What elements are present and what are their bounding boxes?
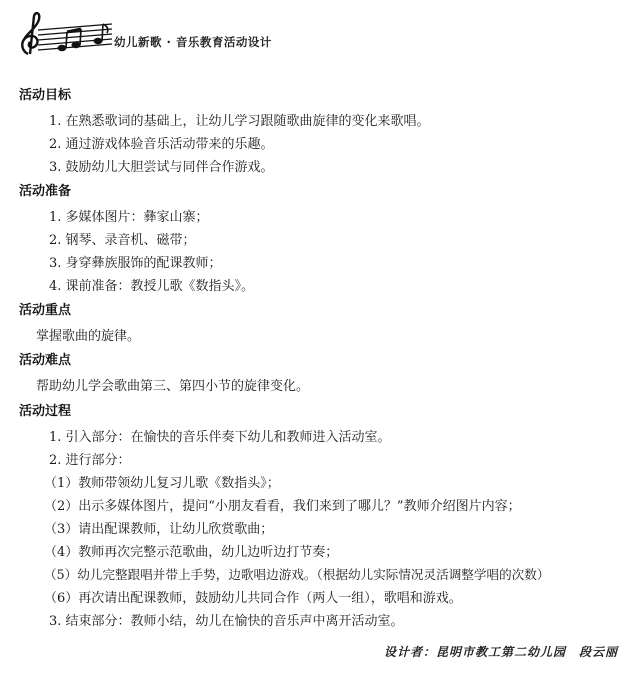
prep-item: 1. 多媒体图片：彝家山寨； — [49, 210, 209, 225]
header-title: 幼儿新歌 · 音乐教育活动设计 — [114, 35, 272, 49]
prep-item: 3. 身穿彝族服饰的配课教师； — [49, 256, 222, 271]
goal-item: 1. 在熟悉歌词的基础上，让幼儿学习跟随歌曲旋律的变化来歌唱。 — [49, 114, 430, 129]
section-title-goals: 活动目标 — [19, 88, 72, 103]
prep-item: 2. 钢琴、录音机、磁带； — [49, 233, 196, 248]
difficulty-text: 帮助幼儿学会歌曲第三、第四小节的旋律变化。 — [36, 379, 310, 394]
process-subitem: （6）再次请出配课教师，鼓励幼儿共同合作（两人一组），歌唱和游戏。 — [44, 591, 462, 606]
process-subitem: （1）教师带领幼儿复习儿歌《数指头》； — [44, 476, 280, 491]
designer-credit: 设计者：昆明市教工第二幼儿园 段云丽 — [383, 645, 618, 659]
goal-item: 3. 鼓励幼儿大胆尝试与同伴合作游戏。 — [49, 160, 274, 175]
process-item: 1. 引入部分：在愉快的音乐伴奏下幼儿和教师进入活动室。 — [49, 430, 391, 445]
section-title-difficulty: 活动难点 — [19, 353, 72, 368]
section-title-prep: 活动准备 — [19, 184, 72, 199]
focus-text: 掌握歌曲的旋律。 — [36, 329, 141, 344]
page-header — [14, 10, 314, 60]
section-title-focus: 活动重点 — [19, 303, 72, 318]
process-subitem: （3）请出配课教师，让幼儿欣赏歌曲； — [44, 522, 274, 537]
goal-item: 2. 通过游戏体验音乐活动带来的乐趣。 — [49, 137, 274, 152]
process-subitem: （4）教师再次完整示范歌曲，幼儿边听边打节奏； — [44, 545, 339, 560]
process-subitem: （2）出示多媒体图片，提问“小朋友看看，我们来到了哪儿？”教师介绍图片内容； — [44, 499, 521, 514]
process-subitem: （5）幼儿完整跟唱并带上手势，边歌唱边游戏。（根据幼儿实际情况灵活调整学唱的次数） — [44, 567, 550, 582]
process-item: 2. 进行部分： — [49, 453, 131, 468]
process-item: 3. 结束部分：教师小结，幼儿在愉快的音乐声中离开活动室。 — [49, 614, 404, 629]
section-title-process: 活动过程 — [19, 404, 72, 419]
prep-item: 4. 课前准备：教授儿歌《数指头》。 — [49, 279, 255, 294]
